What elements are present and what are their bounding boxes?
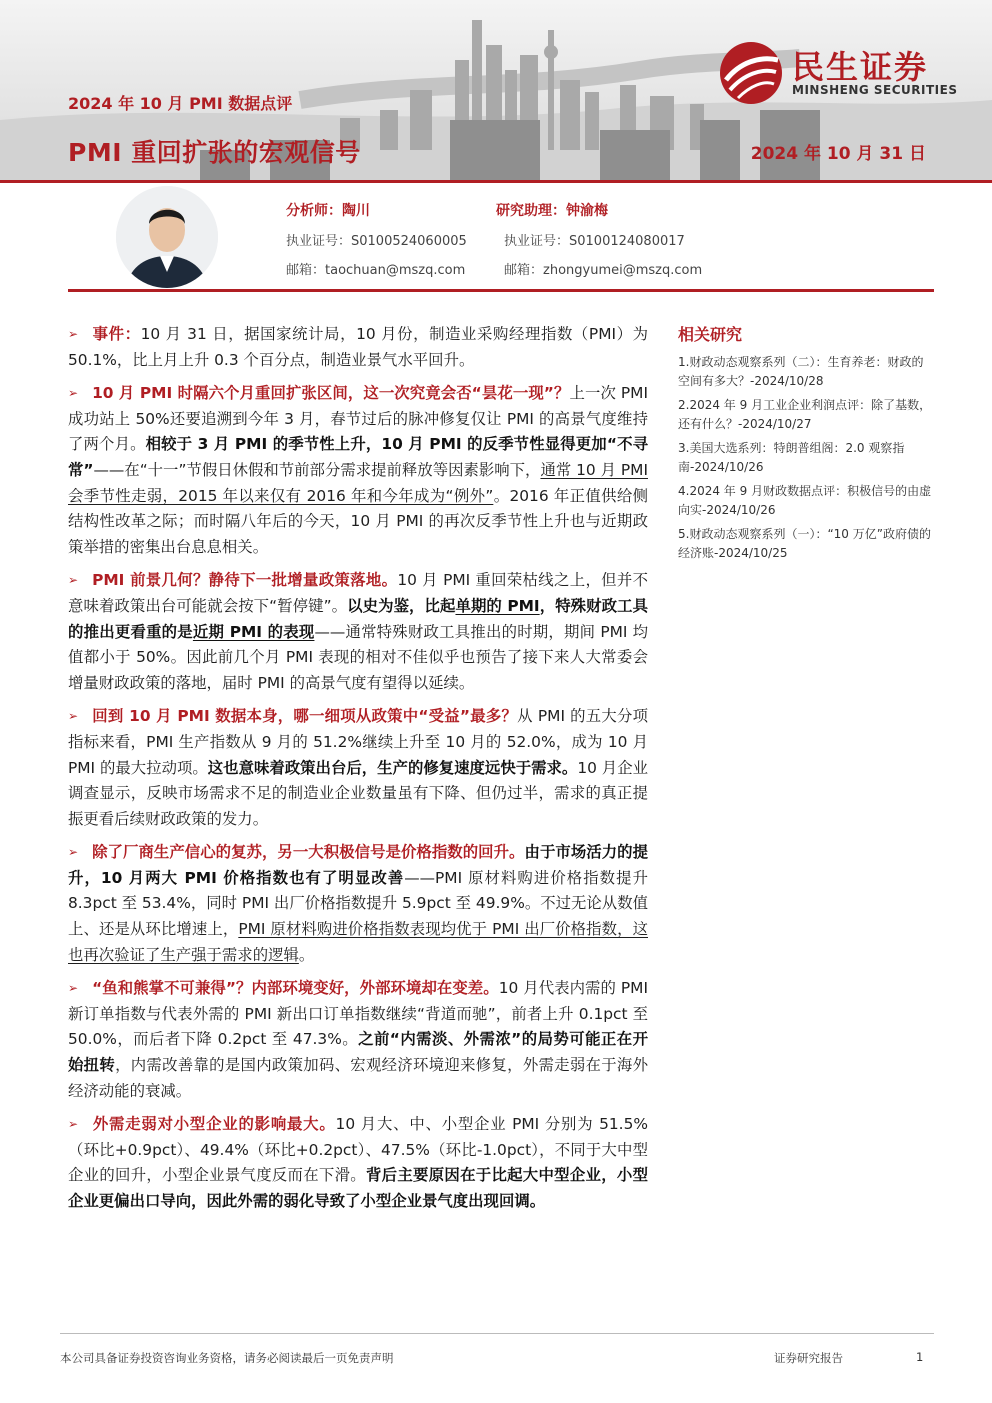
bullet-arrow-icon: ➢: [68, 327, 79, 341]
body-text: 10 月 31 日，据国家统计局，10 月份，制造业采购经理指数（PMI）为 50.1%，比上月上升 0.3 个百分点，制造业景气水平回升。: [68, 325, 648, 369]
report-body: [68, 322, 648, 1223]
body-text: 从 PMI 的五大分项指标来看，PMI 生产指数从 9 月的 51.2%继续上升至 10 月的 52.0%，成为 10 月 PMI 的最大拉动项。: [68, 707, 649, 777]
bullet-arrow-icon: ➢: [68, 386, 79, 401]
assistant-email[interactable]: 邮箱：zhongyumei@mszq.com: [504, 263, 703, 278]
analyst-block-1: [286, 200, 467, 278]
minsheng-logo: [718, 38, 968, 108]
body-paragraph: [68, 1112, 648, 1214]
bullet-arrow-icon: ➢: [68, 709, 79, 724]
header-banner: [0, 0, 992, 182]
body-paragraph: [68, 381, 648, 560]
report-title: PMI 重回扩张的宏观信号: [68, 138, 361, 167]
bold-underlined-text: [193, 623, 315, 641]
analyst-name: 分析师：陶川: [286, 203, 370, 219]
bold-text: 之前“内需淡、外需浓”的局势可能正在开始扭转: [68, 1030, 648, 1075]
analyst-cert: 执业证号：S0100524060005: [286, 234, 467, 249]
body-text: ——PMI 原材料购进价格指数提升 8.3pct 至 53.4%，同时 PMI 出厂价格指数提升 5.9pct 至 49.9%。不过无论从数值上、还是从环比增速上，: [68, 868, 648, 939]
assistant-cert: 执业证号：S0100124080017: [504, 234, 685, 249]
paragraph-heading: PMI 前景几何？静待下一批增量政策落地。: [92, 571, 398, 590]
body-paragraph: [68, 322, 648, 373]
bullet-arrow-icon: ➢: [68, 573, 79, 588]
underline-span: 近期 PMI 的表现: [192, 622, 315, 641]
bullet-arrow-icon: ➢: [68, 1117, 79, 1132]
body-paragraph: [68, 568, 648, 696]
body-paragraph: [68, 976, 648, 1104]
body-text: 。: [298, 945, 315, 964]
underlined-text: PMI 原材料购进价格指数表现均优于 PMI 出厂价格指数，这也再次验证了生产强于需求的逻辑: [68, 920, 648, 964]
page-number: 1: [916, 1350, 924, 1364]
report-date: 2024 年 10 月 31 日: [750, 144, 926, 164]
body-text: 10 月代表内需的 PMI 新订单指数与代表外需的 PMI 新出口订单指数继续“背道而驰”，前者上升 0.1pct 至 50.0%，而后者下降 0.2pct 至 47.3%。: [68, 979, 649, 1049]
bold-text: 这也意味着政策出台后，生产的修复速度远快于需求。: [207, 758, 578, 777]
related-item[interactable]: 3.美国大选系列：特朗普组阁：2.0 观察指南-2024/10/26: [678, 441, 905, 474]
underlined-text: 通常 10 月 PMI 会季节性走弱，2015 年以来仅有 2016 年和今年成为“例外”: [68, 460, 648, 505]
related-item[interactable]: 2.2024 年 9 月工业企业利润点评：除了基数，还有什么？-2024/10/27: [678, 398, 932, 431]
body-text: 上一次 PMI 成功站上 50%还要追溯到今年 3 月，春节过后的脉冲修复仅让 PMI 的高景气度维持了两个月。: [68, 384, 648, 454]
body-text: 10 月大、中、小型企业 PMI 分别为 51.5%（环比+0.9pct）、49.4%（环比+0.2pct）、47.5%（环比-1.0pct），不同于大中型企业的回升，小型企业景气度反而在下滑。: [68, 1115, 648, 1185]
analyst-email[interactable]: 邮箱：taochuan@mszq.com: [286, 263, 466, 278]
body-text: 。2016 年正值供给侧结构性改革之际；而时隔八年后的今天，10 月 PMI 的再次反季节性上升也与近期政策举措的密集出台息息相关。: [68, 486, 648, 556]
body-paragraph: [68, 840, 648, 968]
bold-text: 以史为鉴，比起: [347, 596, 456, 615]
bold-underlined-text: [455, 597, 539, 615]
bold-text: 由于市场活力的提升，10 月两大 PMI 价格指数也有了明显改善: [68, 843, 648, 887]
assistant-name: 研究助理：钟渝梅: [496, 203, 608, 219]
body-paragraph: [68, 704, 648, 832]
body-text: 10 月 PMI 重回荣枯线之上，但并不意味着政策出台可能就会按下“暂停键”。: [68, 571, 648, 615]
related-item[interactable]: 1.财政动态观察系列（二）：生育养老：财政的空间有多大？-2024/10/28: [678, 355, 924, 388]
footer-divider: [60, 1333, 934, 1334]
underline-span: 单期的 PMI: [455, 596, 540, 615]
footer-disclaimer: 本公司具备证券投资咨询业务资格，请务必阅读最后一页免责声明: [60, 1351, 394, 1365]
bold-text: 相较于 3 月 PMI 的季节性上升，10 月 PMI 的反季节性显得更加“不寻常”: [68, 435, 648, 479]
related-item[interactable]: 4.2024 年 9 月财政数据点评：积极信号的由虚向实-2024/10/26: [678, 484, 932, 517]
analyst-photo: [116, 186, 218, 288]
paragraph-heading: 事件：: [92, 325, 141, 343]
logo-chinese-name: 民生证券: [792, 48, 929, 86]
paragraph-heading: 回到 10 月 PMI 数据本身，哪一细项从政策中“受益”最多？: [92, 707, 518, 726]
minsheng-logo-icon: [718, 40, 784, 106]
header-divider: [0, 180, 992, 183]
body-text: 10 月企业调查显示，反映市场需求不足的制造业企业数量虽有下降、但仍过半，需求的真正提振更看后续财政政策的发力。: [68, 758, 648, 828]
paragraph-heading: 除了厂商生产信心的复苏，另一大积极信号是价格指数的回升。: [92, 843, 525, 862]
analyst-block-2: [496, 200, 702, 278]
footer-report-type: 证券研究报告: [774, 1351, 843, 1365]
paragraph-heading: “鱼和熊掌不可兼得”？内部环境变好，外部环境却在变差。: [92, 979, 499, 998]
related-research-title: 相关研究: [678, 325, 743, 344]
bullet-arrow-icon: ➢: [68, 845, 79, 860]
body-text: ——在“十一”节假日休假和节前部分需求提前释放等因素影响下，: [93, 460, 541, 479]
report-type: 2024 年 10 月 PMI 数据点评: [68, 94, 293, 113]
related-research: [678, 322, 934, 568]
bullet-arrow-icon: ➢: [68, 981, 79, 996]
body-text: ，内需改善靠的是国内政策加码、宏观经济环境迎来修复，外需走弱在于海外经济动能的衰减。: [68, 1056, 648, 1100]
info-divider: [68, 289, 934, 292]
paragraph-heading: 外需走弱对小型企业的影响最大。: [92, 1115, 336, 1134]
paragraph-heading: 10 月 PMI 时隔六个月重回扩张区间，这一次究竟会否“昙花一现”？: [92, 384, 570, 403]
body-text: ——通常特殊财政工具推出的时期，期间 PMI 均值都小于 50%。因此前几个月 PMI 表现的相对不佳似乎也预告了接下来人大常委会增量财政政策的落地，届时 PMI 的高景气度有望得以延续。: [68, 622, 648, 692]
bold-text: 背后主要原因在于比起大中型企业，小型企业更偏出口导向，因此外需的弱化导致了小型企业景气度出现回调。: [68, 1166, 648, 1210]
logo-english-name: MINSHENG SECURITIES: [792, 83, 958, 97]
bold-text: ，特殊财政工具的推出更看重的是: [68, 596, 648, 641]
related-item[interactable]: 5.财政动态观察系列（一）：“10 万亿”政府债的经济账-2024/10/25: [678, 527, 931, 560]
